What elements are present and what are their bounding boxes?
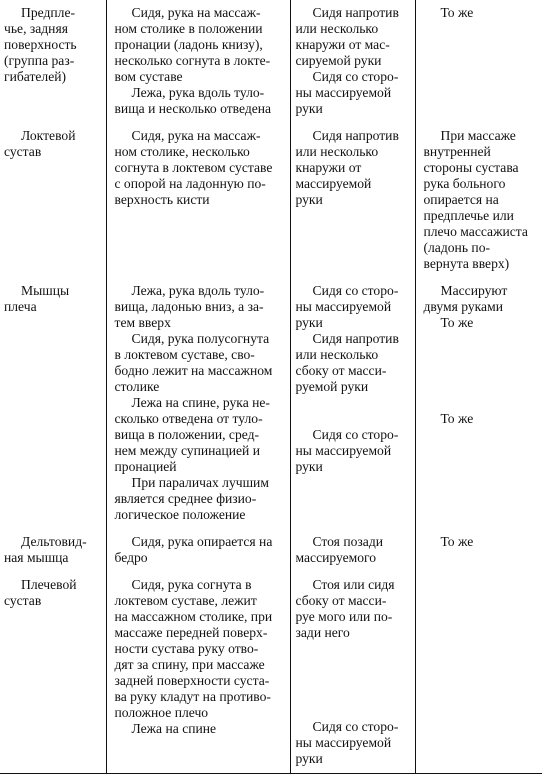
masseur-position-text: Стоя позади массируемого xyxy=(295,534,384,565)
note-text: То же xyxy=(440,5,474,20)
table-row xyxy=(0,278,542,529)
table-row xyxy=(0,572,542,774)
start-position-cell xyxy=(106,0,290,123)
region-name: Дельтовид- ная мышца xyxy=(4,534,87,565)
masseur-position-cell xyxy=(290,0,415,123)
masseur-position-text: Стоя или сидя сбоку от масси- руе мого или по- зади него xyxy=(295,577,395,640)
region-name: Локтевой сустав xyxy=(4,128,76,159)
masseur-position-cell xyxy=(290,123,415,278)
masseur-position-text: Сидя напротив или несколько кнаружи от мас- сируемой руки xyxy=(295,5,399,68)
start-position-text: Лежа на спине, рука не- сколько отведена от туло- вища в положении, сред- нем между супинацией и пронацией xyxy=(114,395,270,474)
masseur-position-text: Сидя со сторо- ны массируемой руки xyxy=(295,427,399,474)
start-position-text: Лежа на спине xyxy=(131,721,217,736)
start-position-cell xyxy=(106,572,290,774)
note-cell xyxy=(415,572,542,774)
start-position-cell xyxy=(106,529,290,572)
masseur-position-text: Сидя напротив или несколько кнаружи от массируемой руки xyxy=(295,128,399,207)
region-name: Предпле- чье, задняя поверхность (группа раз- гибателей) xyxy=(4,5,77,84)
start-position-text: Сидя, рука полусогнута в локтевом суставе, сво- бодно лежит на массажном столике xyxy=(114,331,273,394)
note-text: То же xyxy=(440,315,474,330)
table-row xyxy=(0,123,542,278)
region-name: Мышцы плеча xyxy=(4,283,70,314)
start-position-text: Сидя, рука на массаж- ном столике, несколько согнута в локтевом суставе с опорой на ладонную по- верхность кисти xyxy=(114,128,273,207)
masseur-position-cell xyxy=(290,278,415,529)
masseur-position-text: Сидя со сторо- ны массируемой руки xyxy=(295,719,399,766)
region-cell xyxy=(0,278,106,529)
start-position-text: Сидя, рука опирается на бедро xyxy=(114,534,273,565)
note-cell xyxy=(415,278,542,529)
start-position-cell xyxy=(106,278,290,529)
note-text: При массаже внутренней стороны сустава рука больного опирается на предплечье или плечо массажиста (ладонь по- вернута вверх) xyxy=(423,128,528,271)
region-name: Плечевой сустав xyxy=(4,577,77,608)
masseur-position-text: Сидя со сторо- ны массируемой руки xyxy=(295,283,399,330)
start-position-text: Лежа, рука вдоль туло- вища и несколько отведена xyxy=(114,85,272,116)
note-text: Массируют двумя руками xyxy=(423,283,508,314)
masseur-position-text: Сидя со сторо- ны массируемой руки xyxy=(295,69,399,116)
region-cell xyxy=(0,0,106,123)
start-position-text: Лежа, рука вдоль туло- вища, ладонью вниз, а за- тем вверх xyxy=(114,283,265,330)
note-text: То же xyxy=(440,534,474,549)
note-text: То же xyxy=(440,411,474,426)
start-position-text: При параличах лучшим является среднее физио- логическое положение xyxy=(114,475,269,522)
table-row xyxy=(0,529,542,572)
masseur-position-cell xyxy=(290,572,415,774)
masseur-position-cell xyxy=(290,529,415,572)
region-cell xyxy=(0,529,106,572)
region-cell xyxy=(0,123,106,278)
table-row xyxy=(0,0,542,123)
start-position-text: Сидя, рука согнута в локтевом суставе, лежит на массажном столике, при массаже передней поверх- ности сустава руку отво- дят за спину, при массаже задней поверхности суста- ва руку кладут на противо- положное плечо xyxy=(114,577,273,720)
masseur-position-text: Сидя напротив или несколько сбоку от масси- руемой руки xyxy=(295,331,399,394)
start-position-cell xyxy=(106,123,290,278)
note-cell xyxy=(415,529,542,572)
start-position-text: Сидя, рука на массаж- ном столике в положении пронации (ладонь книзу), несколько согнута в локте- вом суставе xyxy=(114,5,271,84)
note-cell xyxy=(415,0,542,123)
note-cell xyxy=(415,123,542,278)
region-cell xyxy=(0,572,106,774)
